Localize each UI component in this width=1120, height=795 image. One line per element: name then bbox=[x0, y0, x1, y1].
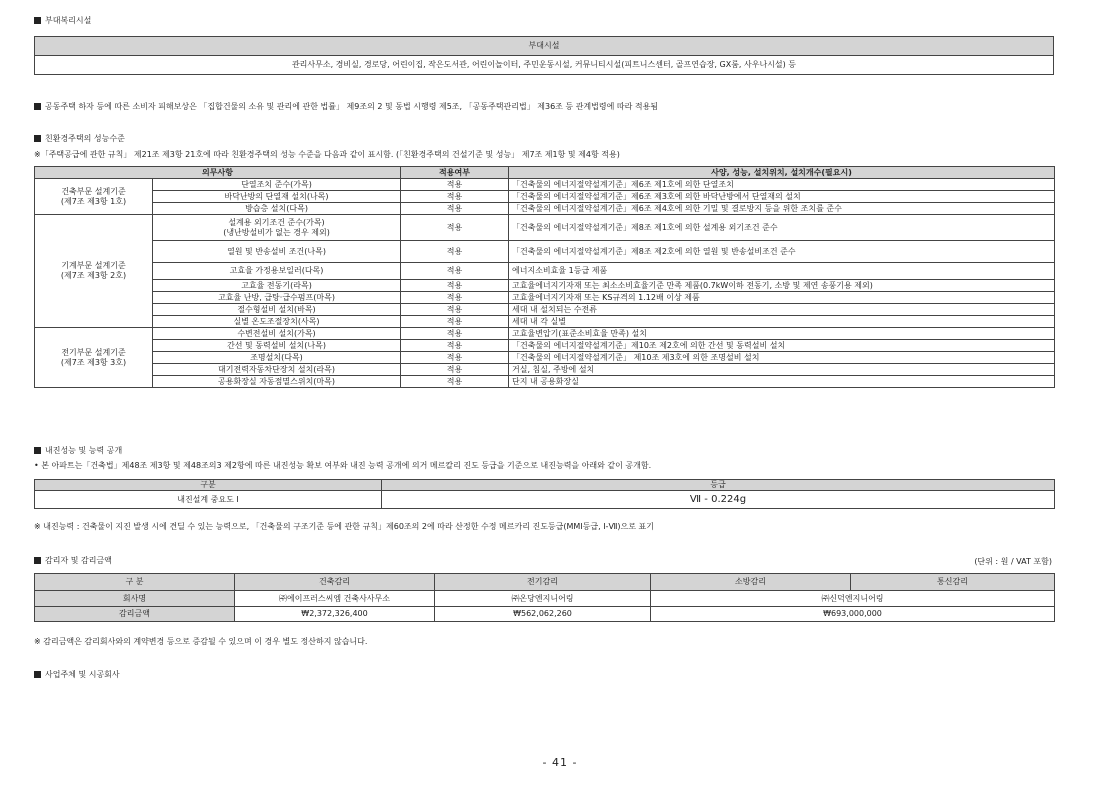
supervisor-header-type: 구 분 bbox=[35, 574, 235, 591]
seismic-heading: 내진성능 및 능력 공개 bbox=[34, 446, 122, 456]
eco-apply: 적용 bbox=[401, 304, 509, 316]
eco-spec: 「건축물의 에너지절약설계기준」제6조 제1호에 의한 단열조치 bbox=[509, 179, 1055, 191]
supervisor-header-elec: 전기감리 bbox=[435, 574, 651, 591]
eco-apply: 적용 bbox=[401, 179, 509, 191]
seismic-header-type: 구분 bbox=[35, 480, 382, 491]
supervisor-header-telecom: 통신감리 bbox=[851, 574, 1055, 591]
supervisor-header-arch: 건축감리 bbox=[235, 574, 435, 591]
eco-header-spec: 사양, 성능, 설치위치, 설치개수(필요시) bbox=[509, 167, 1055, 179]
supervisor-company-arch: ㈜에이프러스씨엠 건축사사무소 bbox=[235, 591, 435, 607]
seismic-type: 내진설계 중요도 I bbox=[35, 491, 382, 509]
eco-group-mech: 기계부문 설계기준 (제7조 제3항 2호) bbox=[35, 215, 153, 328]
eco-item: 고효율 가정용보일러(다목) bbox=[153, 263, 401, 280]
square-bullet-icon bbox=[34, 103, 41, 110]
square-bullet-icon bbox=[34, 17, 41, 24]
facilities-table bbox=[34, 36, 1054, 75]
facilities-header: 부대시설 bbox=[35, 37, 1054, 56]
eco-apply: 적용 bbox=[401, 203, 509, 215]
supervisor-unit: (단위 : 원 / VAT 포함) bbox=[974, 557, 1052, 566]
eco-apply: 적용 bbox=[401, 328, 509, 340]
eco-group-arch: 건축부문 설계기준 (제7조 제3항 1호) bbox=[35, 179, 153, 215]
eco-apply: 적용 bbox=[401, 340, 509, 352]
eco-spec: 세대 내 각 실별 bbox=[509, 316, 1055, 328]
eco-spec: 고효율변압기(표준소비효율 만족) 설치 bbox=[509, 328, 1055, 340]
seismic-header-grade: 등급 bbox=[382, 480, 1055, 491]
eco-header-apply: 적용여부 bbox=[401, 167, 509, 179]
square-bullet-icon bbox=[34, 557, 41, 564]
eco-spec: 「건축물의 에너지절약설계기준」제6조 제3호에 의한 바닥난방에서 단열재의 설치 bbox=[509, 191, 1055, 203]
eco-spec: 「건축물의 에너지절약설계기준」제6조 제4호에 의한 기밀 및 결로방지 등을 위한 조치를 준수 bbox=[509, 203, 1055, 215]
eco-item: 대기전력자동차단장치 설치(라목) bbox=[153, 364, 401, 376]
eco-spec: 「건축물의 에너지절약설계기준」제8조 제1호에 의한 설계용 외기조건 준수 bbox=[509, 215, 1055, 241]
supervisor-note: ※ 감리금액은 감리회사와의 계약변경 등으로 증감될 수 있으며 이 경우 별도 정산하지 않습니다. bbox=[34, 637, 368, 646]
supervisor-table bbox=[34, 573, 1055, 622]
supervisor-amount-arch: ₩2,372,326,400 bbox=[235, 607, 435, 622]
eco-item: 절수형설비 설치(바목) bbox=[153, 304, 401, 316]
eco-header-duty: 의무사항 bbox=[35, 167, 401, 179]
supervisor-company-label: 회사명 bbox=[35, 591, 235, 607]
eco-apply: 적용 bbox=[401, 364, 509, 376]
supervisor-amount-fire-telecom: ₩693,000,000 bbox=[651, 607, 1055, 622]
square-bullet-icon bbox=[34, 135, 41, 142]
eco-apply: 적용 bbox=[401, 241, 509, 263]
eco-spec: 에너지소비효율 1등급 제품 bbox=[509, 263, 1055, 280]
supervisor-amount-elec: ₩562,062,260 bbox=[435, 607, 651, 622]
eco-spec: 단지 내 공용화장실 bbox=[509, 376, 1055, 388]
eco-item: 간선 및 동력설비 설치(나목) bbox=[153, 340, 401, 352]
eco-item: 고효율 전동기(라목) bbox=[153, 280, 401, 292]
eco-spec: 세대 내 설치되는 수전류 bbox=[509, 304, 1055, 316]
eco-item: 공용화장실 자동점멸스위치(마목) bbox=[153, 376, 401, 388]
eco-spec: 「건축물의 에너지절약설계기준」제10조 제2호에 의한 간선 및 동력설비 설치 bbox=[509, 340, 1055, 352]
eco-spec: 「건축물의 에너지절약설계기준」 제10조 제3호에 의한 조명설비 설치 bbox=[509, 352, 1055, 364]
compensation-text: 공동주택 하자 등에 따른 소비자 피해보상은 「집합건물의 소유 및 관리에 관한 법률」 제9조의 2 및 동법 시행령 제5조, 「공동주택관리법」 제36조 등 관계법령에 따라 적용됨 bbox=[34, 102, 658, 112]
square-bullet-icon bbox=[34, 447, 41, 454]
eco-spec: 고효율에너지기자재 또는 최소소비효율기준 만족 제품(0.7kW이하 전동기, 소방 및 제연 송풍기용 제외) bbox=[509, 280, 1055, 292]
eco-group-elec: 전기부문 설계기준 (제7조 제3항 3호) bbox=[35, 328, 153, 388]
eco-apply: 적용 bbox=[401, 280, 509, 292]
eco-apply: 적용 bbox=[401, 376, 509, 388]
eco-item: 단열조치 준수(가목) bbox=[153, 179, 401, 191]
business-heading: 사업주체 및 시공회사 bbox=[34, 670, 120, 680]
eco-item: 열원 및 반송설비 조건(나목) bbox=[153, 241, 401, 263]
seismic-grade: Ⅶ - 0.224g bbox=[382, 491, 1055, 509]
eco-item: 실별 온도조절장치(사목) bbox=[153, 316, 401, 328]
eco-spec: 「건축물의 에너지절약설계기준」제8조 제2호에 의한 열원 및 반송설비조건 준수 bbox=[509, 241, 1055, 263]
facilities-content: 관리사무소, 경비실, 경로당, 어린이집, 작은도서관, 어린이놀이터, 주민운동시설, 커뮤니티시설(피트니스센터, 골프연습장, GX룸, 사우나시설) 등 bbox=[35, 56, 1054, 75]
eco-heading: 친환경주택의 성능수준 bbox=[34, 134, 125, 144]
facilities-heading: 부대복리시설 bbox=[34, 16, 91, 26]
eco-apply: 적용 bbox=[401, 292, 509, 304]
eco-apply: 적용 bbox=[401, 215, 509, 241]
eco-item: 바닥난방의 단열재 설치(나목) bbox=[153, 191, 401, 203]
supervisor-company-fire-telecom: ㈜신덕엔지니어링 bbox=[651, 591, 1055, 607]
eco-note: ※「주택공급에 관한 규칙」 제21조 제3항 21호에 따라 친환경주택의 성능 수준을 다음과 같이 표시함. (「친환경주택의 건설기준 및 성능」 제7조 제1항 및 제4항 적용) bbox=[34, 150, 620, 159]
page-number: - 41 - bbox=[542, 756, 578, 769]
seismic-bullet: • 본 아파트는「건축법」제48조 제3항 및 제48조의3 제2항에 따른 내진성능 확보 여부와 내진 능력 공개에 의거 메르칼리 진도 등급을 기준으로 내진능력을 아래와 같이 공개함. bbox=[34, 461, 652, 470]
seismic-table bbox=[34, 479, 1055, 509]
eco-item: 설계용 외기조건 준수(가목) (냉난방설비가 없는 경우 제외) bbox=[153, 215, 401, 241]
eco-apply: 적용 bbox=[401, 352, 509, 364]
eco-item: 고효율 난방, 급탕·급수펌프(마목) bbox=[153, 292, 401, 304]
supervisor-company-elec: ㈜온당엔지니어링 bbox=[435, 591, 651, 607]
eco-item: 수변전설비 설치(가목) bbox=[153, 328, 401, 340]
eco-item: 방습층 설치(다목) bbox=[153, 203, 401, 215]
eco-spec: 고효율에너지기자재 또는 KS규격의 1.12배 이상 제품 bbox=[509, 292, 1055, 304]
supervisor-header-fire: 소방감리 bbox=[651, 574, 851, 591]
eco-apply: 적용 bbox=[401, 263, 509, 280]
supervisor-amount-label: 감리금액 bbox=[35, 607, 235, 622]
square-bullet-icon bbox=[34, 671, 41, 678]
seismic-note: ※ 내진능력 : 건축물이 지진 발생 시에 견딜 수 있는 능력으로, 「건축물의 구조기준 등에 관한 규칙」제60조의 2에 따라 산정한 수정 메르카리 진도등급(MMI등급, Ⅰ-Ⅶ)으로 표기 bbox=[34, 522, 654, 531]
supervisor-heading: 감리자 및 감리금액 bbox=[34, 556, 112, 566]
eco-item: 조명설치(다목) bbox=[153, 352, 401, 364]
eco-apply: 적용 bbox=[401, 316, 509, 328]
eco-spec: 거실, 침실, 주방에 설치 bbox=[509, 364, 1055, 376]
eco-table bbox=[34, 166, 1055, 388]
eco-apply: 적용 bbox=[401, 191, 509, 203]
